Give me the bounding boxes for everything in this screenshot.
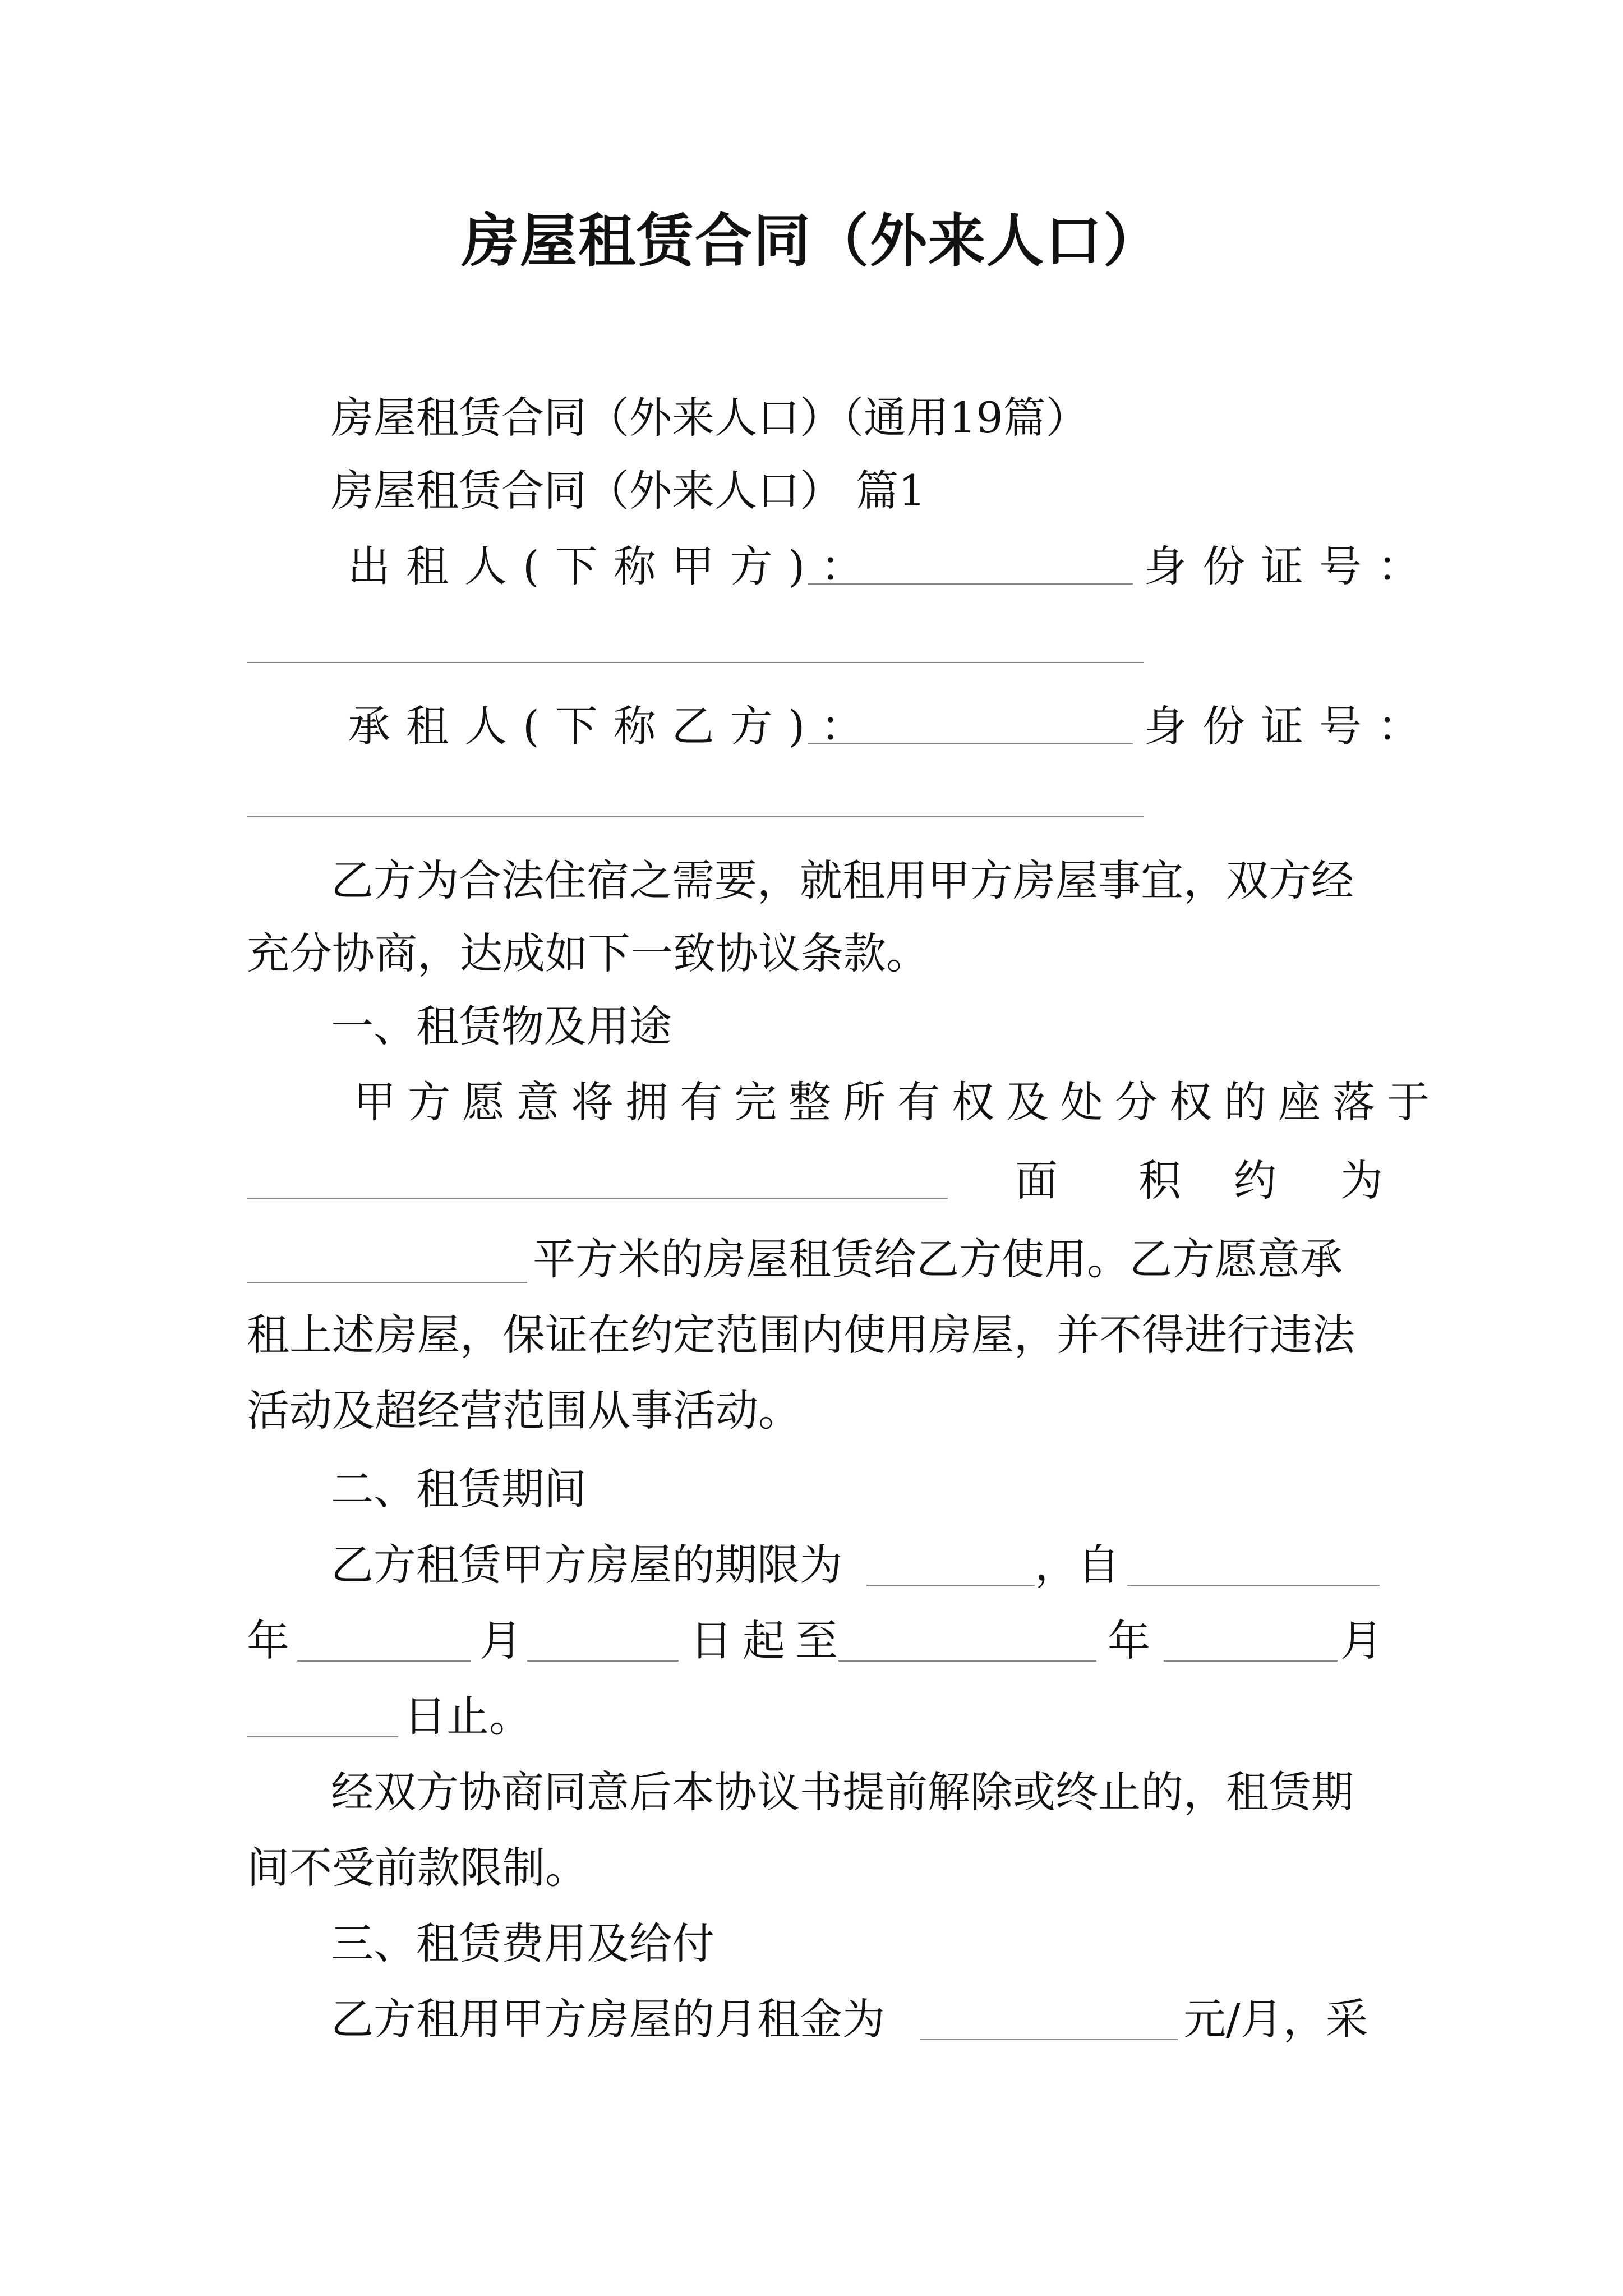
lessee-id-label: 身份证号： <box>1144 701 1436 751</box>
section-3-line-1a: 乙方租用甲方房屋的月租金为 <box>331 1994 885 2044</box>
lessee-label: 承租人(下称乙方)： <box>348 701 879 751</box>
term-blank[interactable] <box>866 1585 1035 1586</box>
start-month-blank[interactable] <box>297 1660 471 1662</box>
start-day-blank[interactable] <box>527 1660 679 1662</box>
lessor-id-blank[interactable] <box>247 662 1144 663</box>
section-1-line-4: 租上述房屋，保证在约定范围内使用房屋，并不得进行违法 <box>247 1310 1355 1360</box>
monthly-rent-blank[interactable] <box>920 2039 1178 2040</box>
start-year-label: 年 <box>247 1616 289 1665</box>
start-day-label: 日起至 <box>690 1616 848 1665</box>
end-day-blank[interactable] <box>247 1736 398 1737</box>
intro-line-1: 乙方为合法住宿之需要，就租用甲方房屋事宜，双方经 <box>331 855 1354 905</box>
property-address-blank[interactable] <box>247 1198 948 1199</box>
section-1-line-3: 平方米的房屋租赁给乙方使用。乙方愿意承 <box>533 1234 1343 1284</box>
section-2-line-4: 经双方协商同意后本协议书提前解除或终止的，租赁期 <box>331 1767 1354 1817</box>
end-day-label: 日止。 <box>404 1691 532 1741</box>
end-month-label: 月 <box>1340 1616 1383 1665</box>
start-month-label: 月 <box>479 1616 522 1665</box>
section-2-line-1b: ，自 <box>1035 1540 1120 1590</box>
lessee-name-blank[interactable] <box>808 743 1133 744</box>
area-blank[interactable] <box>247 1282 527 1283</box>
end-year-label: 年 <box>1108 1616 1150 1665</box>
section-1-line-5: 活动及超经营范围从事活动。 <box>247 1386 801 1435</box>
section-1-line-1: 甲方愿意将拥有完整所有权及处分权的座落于 <box>353 1077 1441 1127</box>
lessor-id-label: 身份证号： <box>1144 541 1436 591</box>
subtitle: 房屋租赁合同（外来人口）（通用19篇） <box>331 393 1089 443</box>
intro-line-2: 充分协商，达成如下一致协议条款。 <box>247 928 929 978</box>
section-2-line-1a: 乙方租赁甲方房屋的期限为 <box>331 1540 842 1590</box>
area-char-3: 约 <box>1234 1156 1276 1205</box>
section-1-title: 一、租赁物及用途 <box>331 1001 672 1051</box>
section-2-line-5: 间不受前款限制。 <box>247 1843 588 1893</box>
end-month-blank[interactable] <box>1164 1660 1338 1662</box>
end-year-blank[interactable] <box>838 1660 1096 1662</box>
start-year-blank[interactable] <box>1127 1585 1380 1586</box>
lessee-id-blank[interactable] <box>247 816 1144 817</box>
section-2-title: 二、租赁期间 <box>331 1464 587 1514</box>
area-char-4: 为 <box>1340 1156 1383 1205</box>
lessor-name-blank[interactable] <box>808 583 1133 585</box>
document-title: 房屋租赁合同（外来人口） <box>462 208 1161 275</box>
lessor-label: 出租人(下称甲方)： <box>348 541 879 591</box>
chapter-heading: 房屋租赁合同（外来人口） 篇1 <box>331 466 926 516</box>
area-char-2: 积 <box>1138 1156 1181 1205</box>
section-3-line-1b: 元/月，采 <box>1183 1994 1368 2044</box>
section-3-title: 三、租赁费用及给付 <box>331 1918 714 1968</box>
area-char-1: 面 <box>1015 1156 1058 1205</box>
